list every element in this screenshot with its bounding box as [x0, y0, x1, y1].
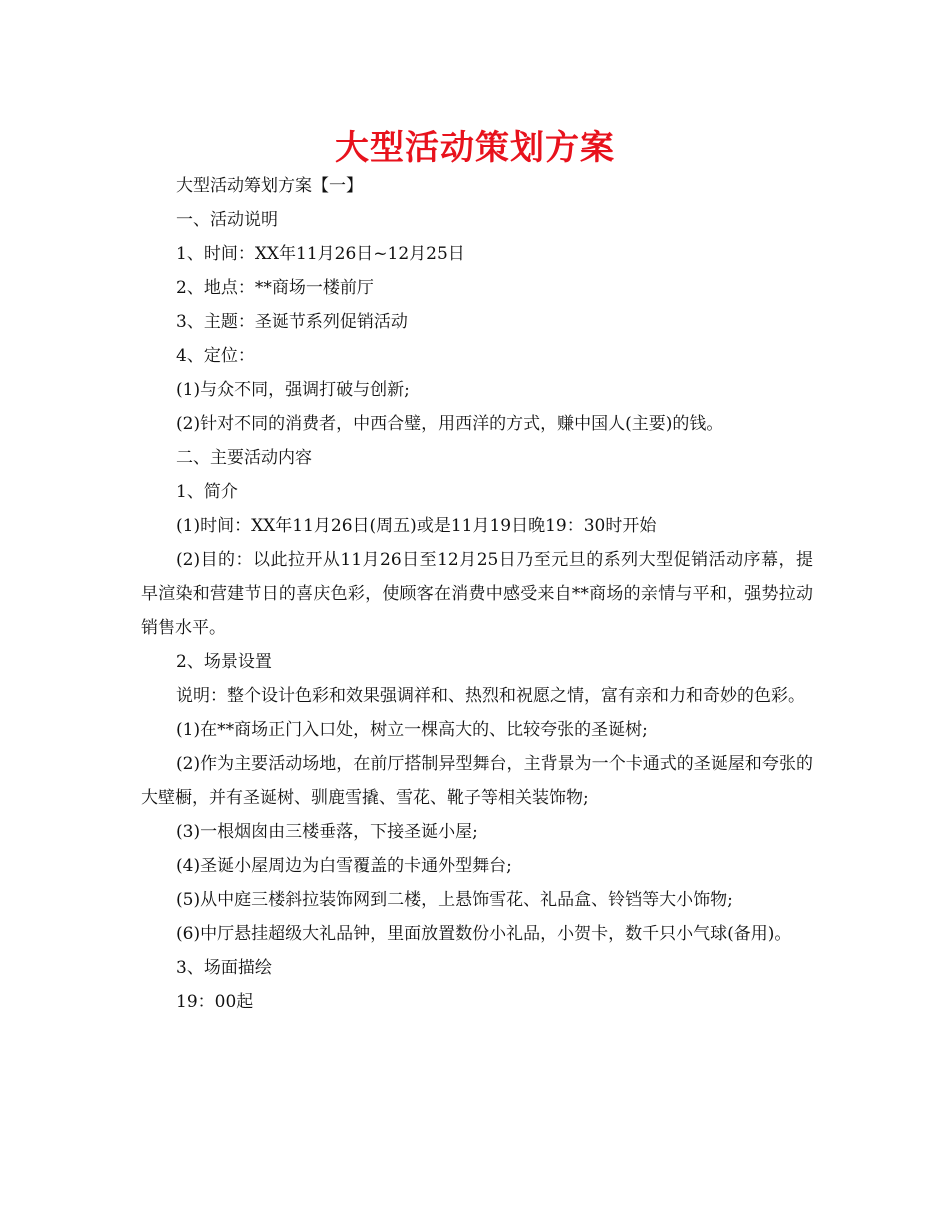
paragraph: 19：00起	[176, 992, 254, 1012]
paragraph: (4)圣诞小屋周边为白雪覆盖的卡通外型舞台;	[176, 856, 512, 876]
paragraph: 4、定位：	[176, 346, 255, 366]
paragraph: (6)中厅悬挂超级大礼品钟，里面放置数份小礼品，小贺卡，数千只小气球(备用)。	[176, 924, 792, 944]
section-heading: 一、活动说明	[176, 210, 278, 230]
paragraph: (2)目的：以此拉开从11月26日至12月25日乃至元旦的系列大型促销活动序幕，提早渲染和营建节日的喜庆色彩，使顾客在消费中感受来自**商场的亲情与平和，强势拉动销售水平。	[141, 550, 813, 638]
document-body	[141, 169, 813, 1019]
paragraph: 1、时间：XX年11月26日~12月25日	[176, 244, 465, 264]
paragraph: 3、场面描绘	[176, 958, 272, 978]
paragraph: (3)一根烟囱由三楼垂落，下接圣诞小屋;	[176, 822, 478, 842]
section-heading: 二、主要活动内容	[176, 448, 312, 468]
paragraph: 2、地点：**商场一楼前厅	[176, 278, 374, 298]
paragraph: (1)在**商场正门入口处，树立一棵高大的、比较夸张的圣诞树;	[176, 720, 648, 740]
paragraph: (1)与众不同，强调打破与创新;	[176, 380, 410, 400]
paragraph: 2、场景设置	[176, 652, 272, 672]
paragraph: (1)时间：XX年11月26日(周五)或是11月19日晚19：30时开始	[176, 516, 657, 536]
paragraph: (2)针对不同的消费者，中西合璧，用西洋的方式，赚中国人(主要)的钱。	[176, 414, 724, 434]
paragraph: 3、主题：圣诞节系列促销活动	[176, 312, 408, 332]
paragraph: 1、简介	[176, 482, 238, 502]
paragraph: 大型活动筹划方案【一】	[176, 176, 363, 196]
paragraph: 说明：整个设计色彩和效果强调祥和、热烈和祝愿之情，富有亲和力和奇妙的色彩。	[176, 686, 805, 706]
paragraph: (2)作为主要活动场地，在前厅搭制异型舞台，主背景为一个卡通式的圣诞屋和夸张的大壁橱，并有圣诞树、驯鹿雪撬、雪花、靴子等相关装饰物;	[141, 754, 813, 808]
paragraph: (5)从中庭三楼斜拉装饰网到二楼，上悬饰雪花、礼品盒、铃铛等大小饰物;	[176, 890, 733, 910]
document-title: 大型活动策划方案	[335, 128, 615, 168]
